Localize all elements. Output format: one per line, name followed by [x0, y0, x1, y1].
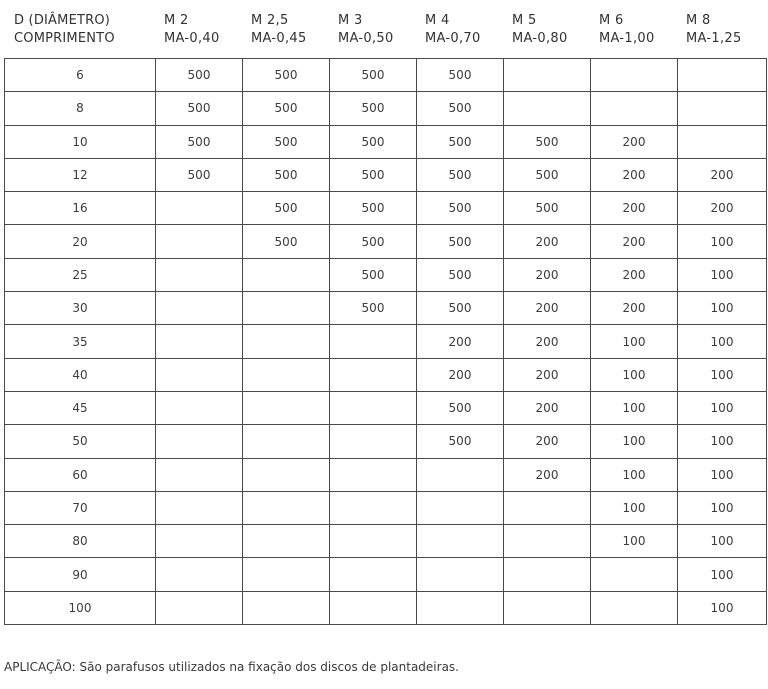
length-cell: 60: [5, 458, 156, 491]
length-cell: 30: [5, 292, 156, 325]
quantity-cell: 500: [156, 59, 243, 92]
header-col-size: M 4: [425, 13, 450, 28]
quantity-cell: [330, 358, 417, 391]
header-col-size: M 2: [164, 13, 189, 28]
quantity-cell: 100: [678, 425, 767, 458]
quantity-cell: [156, 358, 243, 391]
quantity-cell: [156, 391, 243, 424]
length-cell: 70: [5, 491, 156, 524]
quantity-cell: 100: [678, 558, 767, 591]
quantity-cell: 200: [504, 391, 591, 424]
quantity-cell: 500: [330, 59, 417, 92]
quantity-cell: 200: [504, 292, 591, 325]
quantity-cell: 500: [156, 158, 243, 191]
header-col-m4: [416, 8, 503, 60]
table-row: [5, 292, 767, 325]
quantity-cell: 200: [591, 225, 678, 258]
quantity-cell: 200: [504, 425, 591, 458]
quantity-cell: 100: [678, 591, 767, 624]
table-row: [5, 125, 767, 158]
table-row: [5, 591, 767, 624]
quantity-cell: [504, 525, 591, 558]
header-col-m8: [677, 8, 766, 60]
quantity-cell: [243, 591, 330, 624]
quantity-cell: 100: [678, 458, 767, 491]
quantity-cell: [243, 525, 330, 558]
quantity-cell: 500: [243, 92, 330, 125]
table-row: [5, 458, 767, 491]
header-col-pitch: MA-0,45: [251, 31, 307, 46]
header-col-size: M 6: [599, 13, 624, 28]
quantity-cell: [330, 558, 417, 591]
quantity-cell: [156, 558, 243, 591]
quantity-cell: [156, 292, 243, 325]
quantity-cell: [417, 458, 504, 491]
application-label: APLICAÇÃO:: [4, 660, 76, 674]
quantity-cell: [243, 458, 330, 491]
quantity-cell: 500: [330, 92, 417, 125]
length-cell: 10: [5, 125, 156, 158]
length-cell: 20: [5, 225, 156, 258]
quantity-cell: [156, 425, 243, 458]
quantity-cell: 500: [243, 192, 330, 225]
quantity-cell: [591, 591, 678, 624]
quantity-cell: 100: [591, 491, 678, 524]
quantity-cell: 200: [504, 325, 591, 358]
quantity-cell: 200: [504, 258, 591, 291]
quantity-cell: 100: [678, 225, 767, 258]
quantity-cell: 200: [504, 458, 591, 491]
quantity-cell: 100: [678, 325, 767, 358]
header-col-m2-5: [242, 8, 329, 60]
quantity-cell: [243, 491, 330, 524]
table-row: [5, 425, 767, 458]
quantity-cell: [504, 491, 591, 524]
quantity-cell: 500: [417, 59, 504, 92]
quantity-cell: 200: [504, 225, 591, 258]
application-text: São parafusos utilizados na fixação dos discos de plantadeiras.: [75, 660, 459, 674]
quantity-cell: [504, 558, 591, 591]
quantity-cell: 500: [243, 225, 330, 258]
header-col-pitch: MA-0,70: [425, 31, 481, 46]
length-cell: 12: [5, 158, 156, 191]
quantity-cell: 200: [591, 292, 678, 325]
quantity-cell: 100: [591, 458, 678, 491]
quantity-cell: 200: [678, 192, 767, 225]
table-row: [5, 192, 767, 225]
quantity-cell: [330, 525, 417, 558]
quantity-cell: [504, 591, 591, 624]
quantity-cell: [591, 558, 678, 591]
table-row: [5, 391, 767, 424]
header-col-size: M 5: [512, 13, 537, 28]
quantity-cell: [330, 325, 417, 358]
quantity-cell: 200: [591, 258, 678, 291]
table-row: [5, 92, 767, 125]
header-col-pitch: MA-1,25: [686, 31, 742, 46]
header-diameter-label: D (DIÂMETRO): [14, 13, 111, 28]
quantity-cell: 500: [417, 192, 504, 225]
quantity-cell: [678, 92, 767, 125]
quantity-cell: 200: [591, 192, 678, 225]
quantity-cell: [243, 258, 330, 291]
quantity-cell: 100: [591, 358, 678, 391]
length-cell: 45: [5, 391, 156, 424]
table-row: [5, 491, 767, 524]
length-cell: 8: [5, 92, 156, 125]
quantity-cell: [156, 458, 243, 491]
header-col-size: M 3: [338, 13, 363, 28]
quantity-cell: 500: [243, 125, 330, 158]
quantity-cell: 500: [417, 391, 504, 424]
quantity-cell: 500: [330, 158, 417, 191]
quantity-cell: 500: [504, 158, 591, 191]
quantity-cell: [591, 92, 678, 125]
quantity-cell: [504, 59, 591, 92]
quantity-cell: 500: [243, 59, 330, 92]
quantity-cell: 100: [591, 425, 678, 458]
quantity-cell: [156, 258, 243, 291]
table-row: [5, 258, 767, 291]
table-row: [5, 158, 767, 191]
quantity-cell: [678, 59, 767, 92]
quantity-cell: [330, 425, 417, 458]
length-cell: 40: [5, 358, 156, 391]
quantity-cell: 500: [504, 125, 591, 158]
quantity-cell: [156, 525, 243, 558]
quantity-cell: 500: [417, 92, 504, 125]
quantity-cell: 100: [678, 391, 767, 424]
quantity-cell: 100: [678, 358, 767, 391]
quantity-cell: 100: [591, 391, 678, 424]
table-header: [4, 8, 766, 60]
quantity-cell: 100: [591, 325, 678, 358]
header-col-m2: [155, 8, 242, 60]
header-diameter-length: [4, 8, 155, 60]
quantity-cell: [330, 491, 417, 524]
header-col-m5: [503, 8, 590, 60]
quantity-cell: 500: [330, 225, 417, 258]
quantity-cell: [678, 125, 767, 158]
quantity-cell: [156, 225, 243, 258]
header-col-m6: [590, 8, 677, 60]
quantity-cell: [417, 491, 504, 524]
header-col-size: M 8: [686, 13, 711, 28]
quantity-cell: 500: [330, 292, 417, 325]
quantity-cell: 500: [156, 92, 243, 125]
table-row: [5, 558, 767, 591]
quantity-cell: 500: [417, 158, 504, 191]
length-cell: 25: [5, 258, 156, 291]
quantity-cell: 500: [417, 225, 504, 258]
header-length-label: COMPRIMENTO: [14, 31, 115, 46]
quantity-cell: [330, 458, 417, 491]
quantity-cell: 500: [417, 425, 504, 458]
quantity-cell: [156, 192, 243, 225]
header-col-size: M 2,5: [251, 13, 289, 28]
table-row: [5, 225, 767, 258]
application-note: [4, 660, 459, 674]
quantity-cell: [243, 391, 330, 424]
length-cell: 16: [5, 192, 156, 225]
quantity-cell: [156, 325, 243, 358]
header-col-pitch: MA-0,80: [512, 31, 568, 46]
quantity-cell: 500: [417, 258, 504, 291]
quantity-cell: 500: [330, 125, 417, 158]
quantity-cell: 500: [417, 125, 504, 158]
quantity-cell: [417, 525, 504, 558]
quantity-cell: [156, 491, 243, 524]
header-col-pitch: MA-1,00: [599, 31, 655, 46]
quantity-cell: [156, 591, 243, 624]
quantity-cell: [417, 558, 504, 591]
quantity-cell: 200: [591, 125, 678, 158]
length-cell: 90: [5, 558, 156, 591]
quantity-cell: 500: [417, 292, 504, 325]
header-col-pitch: MA-0,50: [338, 31, 394, 46]
quantity-cell: 500: [243, 158, 330, 191]
quantity-cell: 500: [156, 125, 243, 158]
table-body: [5, 59, 767, 625]
length-cell: 50: [5, 425, 156, 458]
quantity-cell: 100: [678, 525, 767, 558]
quantity-cell: [504, 92, 591, 125]
quantity-cell: [243, 292, 330, 325]
table-row: [5, 358, 767, 391]
quantity-cell: [243, 558, 330, 591]
quantity-cell: 500: [504, 192, 591, 225]
quantity-cell: 100: [678, 292, 767, 325]
length-cell: 35: [5, 325, 156, 358]
header-col-m3: [329, 8, 416, 60]
length-cell: 6: [5, 59, 156, 92]
quantity-cell: 200: [504, 358, 591, 391]
quantity-cell: 100: [678, 258, 767, 291]
quantity-cell: 500: [330, 192, 417, 225]
quantity-cell: 200: [417, 325, 504, 358]
quantity-cell: 500: [330, 258, 417, 291]
quantity-cell: [243, 358, 330, 391]
quantity-cell: [243, 325, 330, 358]
header-col-pitch: MA-0,40: [164, 31, 220, 46]
quantity-cell: 200: [591, 158, 678, 191]
quantity-cell: [330, 391, 417, 424]
quantity-cell: [330, 591, 417, 624]
quantity-cell: [243, 425, 330, 458]
quantity-cell: 200: [417, 358, 504, 391]
quantity-cell: 200: [678, 158, 767, 191]
length-cell: 100: [5, 591, 156, 624]
table-row: [5, 325, 767, 358]
quantity-cell: [591, 59, 678, 92]
quantity-cell: 100: [591, 525, 678, 558]
quantity-table: [4, 58, 767, 625]
table-row: [5, 59, 767, 92]
quantity-cell: [417, 591, 504, 624]
quantity-cell: 100: [678, 491, 767, 524]
length-cell: 80: [5, 525, 156, 558]
table-row: [5, 525, 767, 558]
